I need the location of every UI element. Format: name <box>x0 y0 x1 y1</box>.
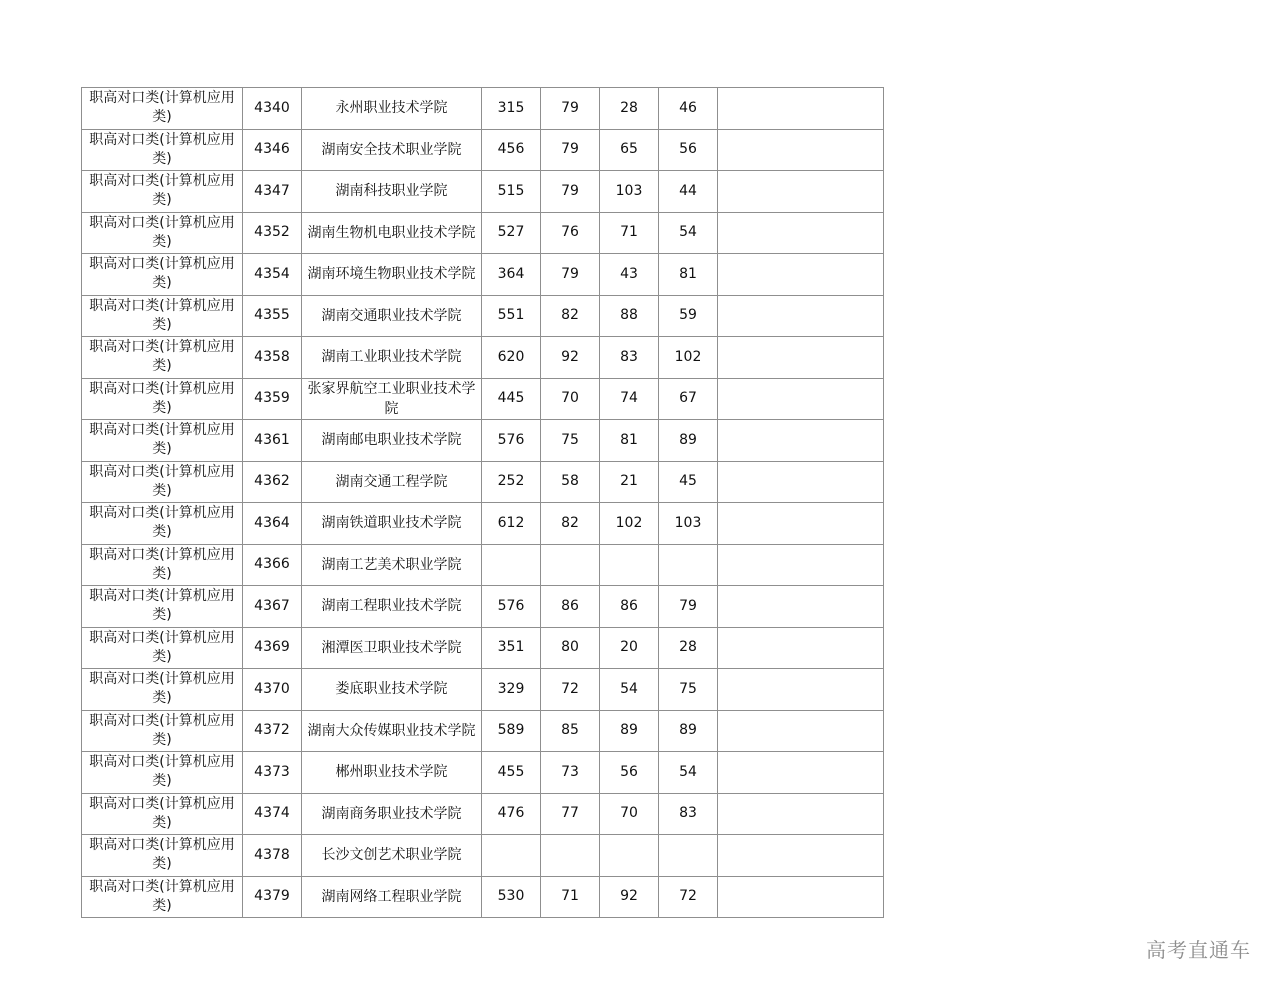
table-row <box>82 503 884 545</box>
note-cell <box>718 337 884 379</box>
category-cell: 职高对口类(计算机应用类) <box>82 544 243 586</box>
score-1-cell: 70 <box>541 378 600 420</box>
code-cell: 4370 <box>243 669 302 711</box>
table-row <box>82 337 884 379</box>
note-cell <box>718 378 884 420</box>
table-row <box>82 254 884 296</box>
school-cell: 湖南安全技术职业学院 <box>302 129 482 171</box>
note-cell <box>718 876 884 918</box>
total-score-cell: 551 <box>482 295 541 337</box>
category-cell: 职高对口类(计算机应用类) <box>82 88 243 130</box>
score-3-cell: 45 <box>659 461 718 503</box>
category-cell: 职高对口类(计算机应用类) <box>82 378 243 420</box>
code-cell: 4364 <box>243 503 302 545</box>
score-2-cell: 56 <box>600 752 659 794</box>
code-cell: 4372 <box>243 710 302 752</box>
score-1-cell: 76 <box>541 212 600 254</box>
total-score-cell: 530 <box>482 876 541 918</box>
score-3-cell: 67 <box>659 378 718 420</box>
note-cell <box>718 420 884 462</box>
total-score-cell: 576 <box>482 420 541 462</box>
category-cell: 职高对口类(计算机应用类) <box>82 627 243 669</box>
score-1-cell: 79 <box>541 254 600 296</box>
score-2-cell: 71 <box>600 212 659 254</box>
score-3-cell: 81 <box>659 254 718 296</box>
score-3-cell: 75 <box>659 669 718 711</box>
school-cell: 湖南邮电职业技术学院 <box>302 420 482 462</box>
score-3-cell: 103 <box>659 503 718 545</box>
score-1-cell: 77 <box>541 793 600 835</box>
score-1-cell <box>541 544 600 586</box>
score-2-cell: 81 <box>600 420 659 462</box>
code-cell: 4367 <box>243 586 302 628</box>
category-cell: 职高对口类(计算机应用类) <box>82 835 243 877</box>
note-cell <box>718 461 884 503</box>
score-1-cell: 80 <box>541 627 600 669</box>
score-3-cell: 89 <box>659 710 718 752</box>
school-cell: 郴州职业技术学院 <box>302 752 482 794</box>
school-cell: 湖南环境生物职业技术学院 <box>302 254 482 296</box>
table-row <box>82 710 884 752</box>
score-1-cell <box>541 835 600 877</box>
table-row <box>82 378 884 420</box>
table-row <box>82 212 884 254</box>
table-row <box>82 420 884 462</box>
score-2-cell: 88 <box>600 295 659 337</box>
code-cell: 4340 <box>243 88 302 130</box>
school-cell: 湖南交通工程学院 <box>302 461 482 503</box>
school-cell: 湖南生物机电职业技术学院 <box>302 212 482 254</box>
score-1-cell: 72 <box>541 669 600 711</box>
score-1-cell: 86 <box>541 586 600 628</box>
code-cell: 4361 <box>243 420 302 462</box>
school-cell: 湖南铁道职业技术学院 <box>302 503 482 545</box>
score-2-cell: 103 <box>600 171 659 213</box>
school-cell: 湖南工程职业技术学院 <box>302 586 482 628</box>
note-cell <box>718 171 884 213</box>
score-1-cell: 58 <box>541 461 600 503</box>
table-row <box>82 752 884 794</box>
total-score-cell: 351 <box>482 627 541 669</box>
category-cell: 职高对口类(计算机应用类) <box>82 669 243 711</box>
code-cell: 4346 <box>243 129 302 171</box>
code-cell: 4359 <box>243 378 302 420</box>
score-1-cell: 73 <box>541 752 600 794</box>
table-row <box>82 295 884 337</box>
category-cell: 职高对口类(计算机应用类) <box>82 171 243 213</box>
score-3-cell: 54 <box>659 212 718 254</box>
score-1-cell: 82 <box>541 295 600 337</box>
score-1-cell: 92 <box>541 337 600 379</box>
category-cell: 职高对口类(计算机应用类) <box>82 793 243 835</box>
score-3-cell: 59 <box>659 295 718 337</box>
total-score-cell: 576 <box>482 586 541 628</box>
score-3-cell: 46 <box>659 88 718 130</box>
score-1-cell: 85 <box>541 710 600 752</box>
score-2-cell <box>600 835 659 877</box>
code-cell: 4379 <box>243 876 302 918</box>
score-2-cell: 74 <box>600 378 659 420</box>
watermark-text: 高考直通车 <box>1146 938 1251 962</box>
total-score-cell: 456 <box>482 129 541 171</box>
score-3-cell: 28 <box>659 627 718 669</box>
score-2-cell: 28 <box>600 88 659 130</box>
admission-scores-table <box>81 87 884 918</box>
score-1-cell: 79 <box>541 129 600 171</box>
school-cell: 湖南大众传媒职业技术学院 <box>302 710 482 752</box>
note-cell <box>718 710 884 752</box>
note-cell <box>718 586 884 628</box>
score-2-cell: 54 <box>600 669 659 711</box>
score-3-cell <box>659 835 718 877</box>
total-score-cell: 364 <box>482 254 541 296</box>
score-1-cell: 79 <box>541 88 600 130</box>
school-cell: 湖南交通职业技术学院 <box>302 295 482 337</box>
note-cell <box>718 254 884 296</box>
code-cell: 4378 <box>243 835 302 877</box>
score-2-cell: 102 <box>600 503 659 545</box>
note-cell <box>718 793 884 835</box>
table-row <box>82 669 884 711</box>
table-row <box>82 544 884 586</box>
total-score-cell: 620 <box>482 337 541 379</box>
score-2-cell: 92 <box>600 876 659 918</box>
total-score-cell: 476 <box>482 793 541 835</box>
total-score-cell: 515 <box>482 171 541 213</box>
score-3-cell: 44 <box>659 171 718 213</box>
total-score-cell: 445 <box>482 378 541 420</box>
total-score-cell: 329 <box>482 669 541 711</box>
total-score-cell: 455 <box>482 752 541 794</box>
category-cell: 职高对口类(计算机应用类) <box>82 461 243 503</box>
category-cell: 职高对口类(计算机应用类) <box>82 420 243 462</box>
score-3-cell: 89 <box>659 420 718 462</box>
code-cell: 4352 <box>243 212 302 254</box>
total-score-cell: 527 <box>482 212 541 254</box>
note-cell <box>718 212 884 254</box>
note-cell <box>718 503 884 545</box>
score-2-cell: 70 <box>600 793 659 835</box>
score-1-cell: 75 <box>541 420 600 462</box>
score-2-cell: 83 <box>600 337 659 379</box>
table-row <box>82 876 884 918</box>
code-cell: 4366 <box>243 544 302 586</box>
total-score-cell: 315 <box>482 88 541 130</box>
score-2-cell: 86 <box>600 586 659 628</box>
school-cell: 永州职业技术学院 <box>302 88 482 130</box>
score-3-cell: 102 <box>659 337 718 379</box>
code-cell: 4358 <box>243 337 302 379</box>
code-cell: 4362 <box>243 461 302 503</box>
category-cell: 职高对口类(计算机应用类) <box>82 876 243 918</box>
note-cell <box>718 544 884 586</box>
category-cell: 职高对口类(计算机应用类) <box>82 337 243 379</box>
score-1-cell: 82 <box>541 503 600 545</box>
score-2-cell <box>600 544 659 586</box>
score-2-cell: 21 <box>600 461 659 503</box>
school-cell: 湖南网络工程职业学院 <box>302 876 482 918</box>
table-row <box>82 171 884 213</box>
category-cell: 职高对口类(计算机应用类) <box>82 586 243 628</box>
score-2-cell: 65 <box>600 129 659 171</box>
category-cell: 职高对口类(计算机应用类) <box>82 295 243 337</box>
table-body <box>82 88 884 918</box>
school-cell: 娄底职业技术学院 <box>302 669 482 711</box>
category-cell: 职高对口类(计算机应用类) <box>82 254 243 296</box>
score-2-cell: 20 <box>600 627 659 669</box>
school-cell: 湖南工艺美术职业学院 <box>302 544 482 586</box>
code-cell: 4369 <box>243 627 302 669</box>
school-cell: 长沙文创艺术职业学院 <box>302 835 482 877</box>
table-row <box>82 461 884 503</box>
note-cell <box>718 752 884 794</box>
note-cell <box>718 295 884 337</box>
total-score-cell <box>482 544 541 586</box>
table-row <box>82 793 884 835</box>
total-score-cell <box>482 835 541 877</box>
note-cell <box>718 88 884 130</box>
score-1-cell: 79 <box>541 171 600 213</box>
school-cell: 湖南商务职业技术学院 <box>302 793 482 835</box>
note-cell <box>718 129 884 171</box>
code-cell: 4347 <box>243 171 302 213</box>
score-3-cell: 54 <box>659 752 718 794</box>
score-3-cell: 72 <box>659 876 718 918</box>
score-1-cell: 71 <box>541 876 600 918</box>
category-cell: 职高对口类(计算机应用类) <box>82 752 243 794</box>
total-score-cell: 612 <box>482 503 541 545</box>
score-2-cell: 89 <box>600 710 659 752</box>
category-cell: 职高对口类(计算机应用类) <box>82 129 243 171</box>
note-cell <box>718 669 884 711</box>
table-row <box>82 835 884 877</box>
school-cell: 张家界航空工业职业技术学院 <box>302 378 482 420</box>
table-row <box>82 88 884 130</box>
code-cell: 4373 <box>243 752 302 794</box>
school-cell: 湘潭医卫职业技术学院 <box>302 627 482 669</box>
school-cell: 湖南工业职业技术学院 <box>302 337 482 379</box>
table-row <box>82 627 884 669</box>
school-cell: 湖南科技职业学院 <box>302 171 482 213</box>
category-cell: 职高对口类(计算机应用类) <box>82 710 243 752</box>
score-3-cell: 79 <box>659 586 718 628</box>
score-3-cell <box>659 544 718 586</box>
total-score-cell: 589 <box>482 710 541 752</box>
table-row <box>82 129 884 171</box>
score-2-cell: 43 <box>600 254 659 296</box>
note-cell <box>718 627 884 669</box>
note-cell <box>718 835 884 877</box>
code-cell: 4355 <box>243 295 302 337</box>
code-cell: 4374 <box>243 793 302 835</box>
total-score-cell: 252 <box>482 461 541 503</box>
category-cell: 职高对口类(计算机应用类) <box>82 212 243 254</box>
score-3-cell: 83 <box>659 793 718 835</box>
category-cell: 职高对口类(计算机应用类) <box>82 503 243 545</box>
code-cell: 4354 <box>243 254 302 296</box>
score-3-cell: 56 <box>659 129 718 171</box>
table-row <box>82 586 884 628</box>
